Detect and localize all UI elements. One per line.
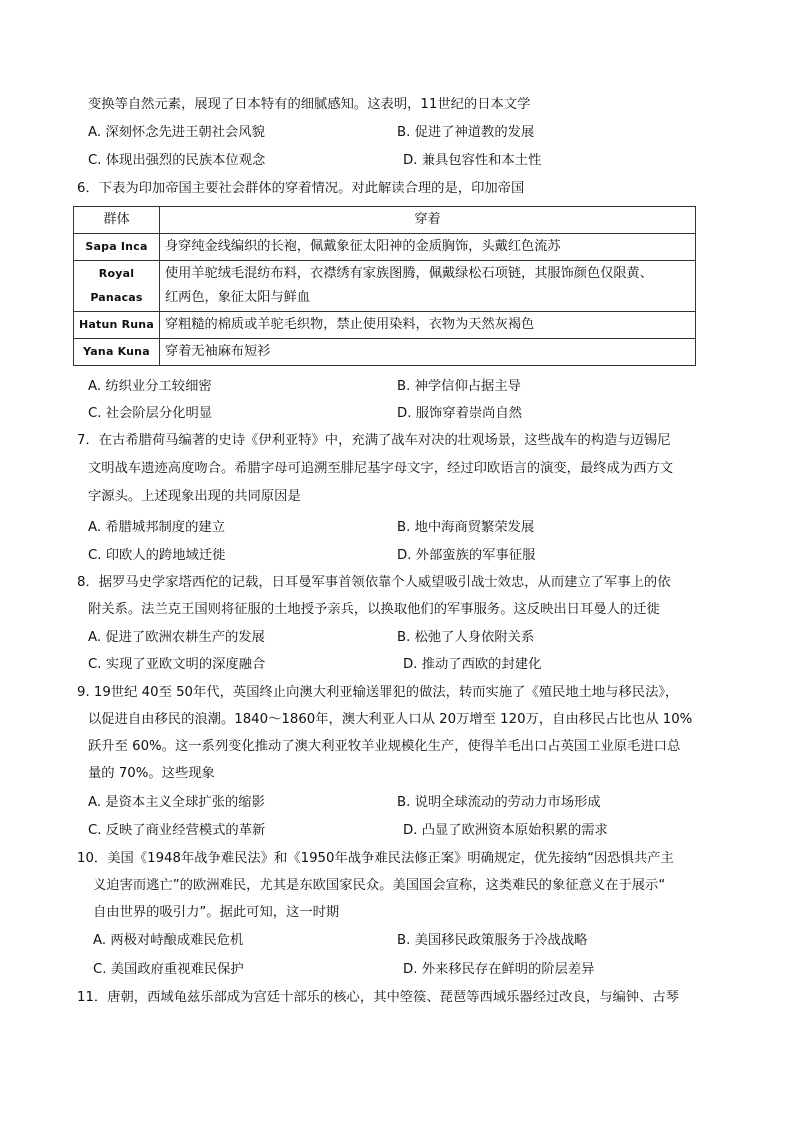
q5-option-a: A. 深刻怀念先进王朝社会风貌: [88, 125, 265, 140]
q7-option-c: C. 印欧人的跨地域迁徙: [88, 548, 226, 563]
table-cell-dress: 身穿纯金线编织的长袍，佩戴象征太阳神的金质胸饰，头戴红色流苏: [160, 234, 696, 261]
q10-stem-line: 10．美国《1948年战争难民法》和《1950年战争难民法修正案》明确规定，优先接纳“因恐惧共产主: [77, 851, 674, 866]
q8-option-d: D. 推动了西欧的封建化: [403, 657, 542, 672]
table-header-group: 群体: [74, 207, 160, 234]
table-cell-group: Yana Kuna: [74, 339, 160, 366]
q10-option-d: D. 外来移民存在鲜明的阶层差异: [403, 962, 595, 977]
table-row: [74, 261, 696, 312]
q9-stem-line: 跃升至 60%。这一系列变化推动了澳大利亚牧羊业规模化生产，使得羊毛出口占英国工业原毛进口总: [88, 739, 681, 754]
q5-stem-tail: 变换等自然元素，展现了日本特有的细腻感知。这表明，11世纪的日本文学: [88, 97, 531, 112]
q5-option-b: B. 促进了神道教的发展: [397, 125, 535, 140]
q8-option-c: C. 实现了亚欧文明的深度融合: [88, 657, 266, 672]
q9-option-c: C. 反映了商业经营模式的革新: [88, 823, 266, 838]
q7-stem-line: 7．在古希腊荷马编著的史诗《伊利亚特》中，充满了战车对决的壮观场景，这些战车的构造与迈锡尼: [77, 433, 671, 448]
q6-option-d: D. 服饰穿着崇尚自然: [397, 406, 523, 421]
q9-stem-line: 9. 19世纪 40至 50年代，英国终止向澳大利亚输送罪犯的做法，转而实施了《殖民地土地与移民法》，: [77, 685, 679, 700]
table-cell-dress: 穿粗糙的棉质或羊驼毛织物，禁止使用染料，衣物为天然灰褐色: [160, 312, 696, 339]
q7-stem-line: 字源头。上述现象出现的共同原因是: [88, 489, 301, 504]
q7-option-b: B. 地中海商贸繁荣发展: [397, 520, 535, 535]
q9-stem-line: 以促进自由移民的浪潮。1840～1860年，澳大利亚人口从 20万增至 120万，自由移民占比也从 10%: [88, 712, 693, 727]
q7-option-a: A. 希腊城邦制度的建立: [88, 520, 225, 535]
q10-option-a: A. 两极对峙酿成难民危机: [93, 933, 244, 948]
q8-stem-line: 附关系。法兰克王国则将征服的土地授予亲兵，以换取他们的军事服务。这反映出日耳曼人的迁徙: [88, 602, 660, 617]
q10-option-b: B. 美国移民政策服务于冷战战略: [397, 933, 588, 948]
q7-option-d: D. 外部蛮族的军事征服: [397, 548, 536, 563]
q7-stem-line: 文明战车遗迹高度吻合。希腊字母可追溯至腓尼基字母文字，经过印欧语言的演变，最终成为西方文: [88, 461, 674, 476]
q8-option-b: B. 松弛了人身依附关系: [397, 630, 535, 645]
q6-option-c: C. 社会阶层分化明显: [88, 406, 213, 421]
table-cell-dress: 穿着无袖麻布短衫: [160, 339, 696, 366]
table-header-row: [74, 207, 696, 234]
q8-option-a: A. 促进了欧洲农耕生产的发展: [88, 630, 265, 645]
q6-dress-table: [73, 206, 696, 366]
table-row: [74, 234, 696, 261]
q11-stem-line: 11．唐朝，西域龟兹乐部成为宫廷十部乐的核心，其中箜篌、琵琶等西域乐器经过改良，与编钟、古琴: [77, 990, 679, 1005]
q9-option-b: B. 说明全球流动的劳动力市场形成: [397, 795, 601, 810]
table-cell-group: Royal Panacas: [74, 261, 160, 312]
table-header-dress: 穿着: [160, 207, 696, 234]
q8-stem-line: 8．据罗马史学家塔西佗的记载，日耳曼军事首领依靠个人威望吸引战士效忠，从而建立了军事上的依: [77, 575, 671, 590]
q5-option-d: D. 兼具包容性和本土性: [403, 153, 542, 168]
table-cell-dress-line: 红两色，象征太阳与鲜血: [165, 290, 311, 305]
table-cell-dress: [160, 261, 696, 312]
table-cell-group: Sapa Inca: [74, 234, 160, 261]
q9-stem-line: 量的 70%。这些现象: [88, 766, 215, 781]
q10-stem-line: 自由世界的吸引力”。据此可知，这一时期: [93, 905, 340, 920]
q10-option-c: C. 美国政府重视难民保护: [93, 962, 244, 977]
q6-option-a: A. 纺织业分工较细密: [88, 379, 212, 394]
q10-stem-line: 义迫害而逃亡”的欧洲难民，尤其是东欧国家民众。美国国会宣称，这类难民的象征意义在于展示“: [93, 878, 666, 893]
table-cell-dress-line: 使用羊驼绒毛混纺布料，衣襟绣有家族图腾，佩戴绿松石项链，其服饰颜色仅限黄、: [165, 266, 653, 281]
q5-option-c: C. 体现出强烈的民族本位观念: [88, 153, 266, 168]
q9-option-d: D. 凸显了欧洲资本原始积累的需求: [403, 823, 608, 838]
q9-option-a: A. 是资本主义全球扩张的缩影: [88, 795, 265, 810]
table-row: [74, 339, 696, 366]
table-cell-group: Hatun Runa: [74, 312, 160, 339]
q6-stem: 6．下表为印加帝国主要社会群体的穿着情况。对此解读合理的是，印加帝国: [77, 181, 525, 196]
table-row: [74, 312, 696, 339]
q6-option-b: B. 神学信仰占据主导: [397, 379, 521, 394]
